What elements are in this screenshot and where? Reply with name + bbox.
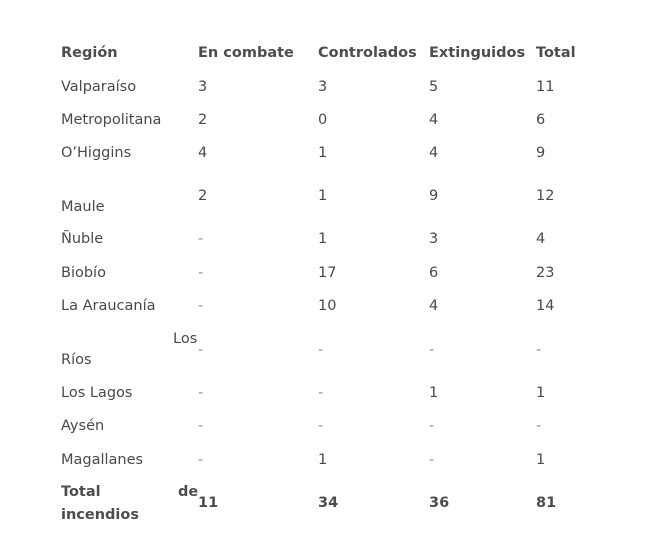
en-combate-value: - [198, 385, 204, 401]
footer-label-incendios: incendios [61, 507, 139, 523]
extinguidos-value: 4 [429, 112, 439, 128]
footer-label-de: de [178, 484, 199, 500]
header-controlados: Controlados [318, 45, 417, 61]
en-combate-value: - [198, 298, 204, 314]
region-name: Magallanes [61, 452, 144, 468]
controlados-value: 1 [318, 231, 328, 247]
total-value: 11 [536, 79, 555, 95]
controlados-value: 1 [318, 145, 328, 161]
total-value: 9 [536, 145, 546, 161]
header-region: Región [61, 45, 118, 61]
header-extinguidos: Extinguidos [429, 45, 526, 61]
footer-label-total: Total [61, 484, 101, 500]
extinguidos-value: 1 [429, 385, 439, 401]
controlados-value: 1 [318, 452, 328, 468]
extinguidos-value: 9 [429, 188, 439, 204]
total-value: - [536, 418, 542, 434]
en-combate-value: 2 [198, 112, 208, 128]
controlados-value: 10 [318, 298, 337, 314]
total-value: 23 [536, 265, 555, 281]
region-name: Aysén [61, 418, 105, 434]
total-value: 4 [536, 231, 546, 247]
extinguidos-value: - [429, 342, 435, 358]
en-combate-value: - [198, 231, 204, 247]
controlados-value: 3 [318, 79, 328, 95]
region-name: Valparaíso [61, 79, 137, 95]
region-name: Ñuble [61, 231, 104, 247]
footer-en-combate-total: 11 [198, 495, 219, 511]
controlados-value: 17 [318, 265, 337, 281]
en-combate-value: 4 [198, 145, 208, 161]
en-combate-value: 3 [198, 79, 208, 95]
controlados-value: 1 [318, 188, 328, 204]
region-name: Los Lagos [61, 385, 133, 401]
region-name: Biobío [61, 265, 106, 281]
extinguidos-value: 3 [429, 231, 439, 247]
total-value: 1 [536, 452, 546, 468]
en-combate-value: 2 [198, 188, 208, 204]
total-value: 6 [536, 112, 546, 128]
en-combate-value: - [198, 265, 204, 281]
controlados-value: - [318, 342, 324, 358]
region-name-line2: Ríos [61, 352, 92, 368]
en-combate-value: - [198, 452, 204, 468]
region-name: Metropolitana [61, 112, 162, 128]
footer-controlados-total: 34 [318, 495, 339, 511]
region-name: O’Higgins [61, 145, 132, 161]
header-total: Total [536, 45, 576, 61]
total-value: 1 [536, 385, 546, 401]
total-value: 12 [536, 188, 555, 204]
controlados-value: 0 [318, 112, 328, 128]
controlados-value: - [318, 418, 324, 434]
footer-extinguidos-total: 36 [429, 495, 450, 511]
region-name: Maule [61, 199, 105, 215]
extinguidos-value: 6 [429, 265, 439, 281]
controlados-value: - [318, 385, 324, 401]
en-combate-value: - [198, 342, 204, 358]
header-en-combate: En combate [198, 45, 294, 61]
extinguidos-value: - [429, 418, 435, 434]
footer-grand-total: 81 [536, 495, 557, 511]
extinguidos-value: 4 [429, 298, 439, 314]
total-value: - [536, 342, 542, 358]
extinguidos-value: 4 [429, 145, 439, 161]
extinguidos-value: - [429, 452, 435, 468]
total-value: 14 [536, 298, 555, 314]
region-name: La Araucanía [61, 298, 156, 314]
en-combate-value: - [198, 418, 204, 434]
region-name-line1: Los [173, 331, 198, 347]
extinguidos-value: 5 [429, 79, 439, 95]
